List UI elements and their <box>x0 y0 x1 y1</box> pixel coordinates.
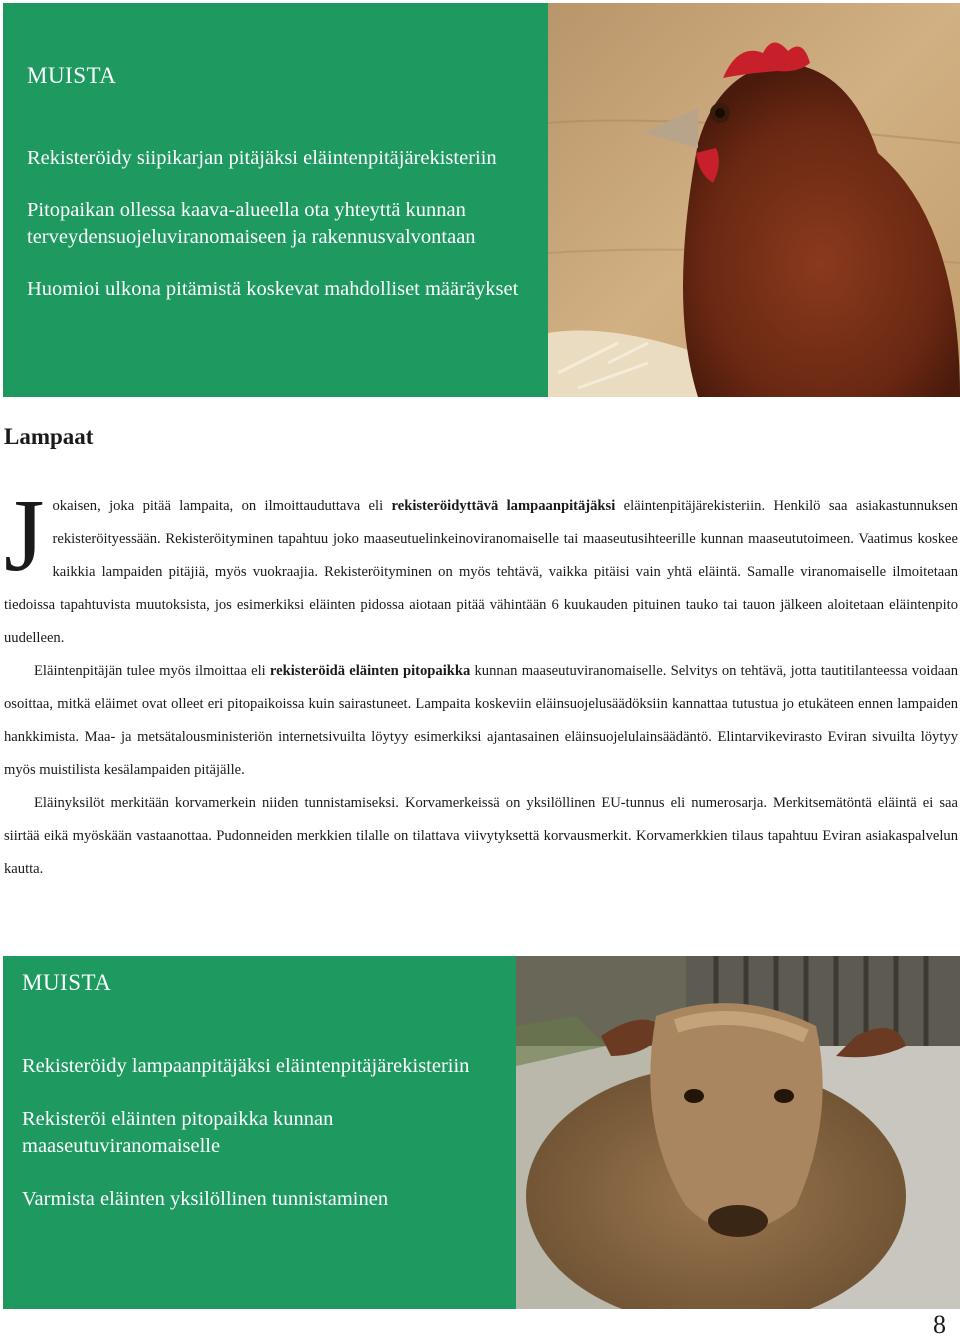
memo-heading: MUISTA <box>22 970 112 995</box>
memo-item: Rekisteröidy lampaanpitäjäksi eläintenpitäjärekisteriin <box>22 1055 470 1077</box>
page-number: 8 <box>933 1310 946 1339</box>
memo-box-sheep <box>3 956 516 1309</box>
paragraph-text: Eläintenpitäjän tulee myös ilmoittaa eli <box>34 663 270 679</box>
memo-item: Varmista eläinten yksilöllinen tunnistaminen <box>22 1188 389 1210</box>
memo-item: Rekisteröidy siipikarjan pitäjäksi eläintenpitäjärekisteriin <box>27 147 497 169</box>
memo-heading: MUISTA <box>27 63 117 88</box>
memo-item: Pitopaikan ollessa kaava-alueella ota yhteyttä kunnan terveydensuojeluviranomaiseen ja rakennusvalvontaan <box>27 199 476 248</box>
sheep-photo <box>516 956 960 1309</box>
body-text <box>4 478 958 886</box>
emphasis: rekisteröidä eläinten pitopaikka <box>269 663 471 679</box>
paragraph-text: okaisen, joka pitää lampaita, on ilmoittauduttava eli <box>52 498 392 514</box>
paragraph-text: eläintenpitäjärekisteriin. Henkilö saa asiakastunnuksen rekisteröityessään. Rekisteröityminen tapahtuu joko maaseutuelinkeinoviranomaiselle tai maaseutusihteerille kunnan maaseututoimeen. Vaatimus koskee kaikkia lampaiden pitäjiä, myös vuokraajia. Rekisteröityminen on myös tehtävä, vaikka pitäisi vain yhtä eläintä. Samalle viranomaiselle ilmoitetaan tiedoissa tapahtuvista muutoksista, jos esimerkiksi eläinten pidossa aiotaan pitää vähintään 6 kuukauden pituinen tauko tai tauon jälkeen aloitetaan eläintenpito uudelleen. <box>4 498 958 646</box>
memo-item: Huomioi ulkona pitämistä koskevat mahdolliset määräykset <box>27 278 519 300</box>
paragraph-text: kunnan maaseutuviranomaiselle. Selvitys on tehtävä, jotta tautitilanteessa voidaan osoittaa, mitkä eläimet ovat olleet eri pitopaikoissa kuin sairastuneet. Lampaita koskeviin eläinsuojelusäädöksiin kannattaa tutustua jo etukäteen ennen lampaiden hankkimista. Maa- ja metsätalousministeriön internetsivuilta löytyy esimerkiksi ajantasainen eläinsuojelulainsäädäntö. Elintarvikevirasto Eviran sivuilta löytyy myös muistilista kesälampaiden pitäjälle. <box>4 663 958 778</box>
memo-item: Rekisteröi eläinten pitopaikka kunnan maaseutuviranomaiselle <box>22 1108 334 1157</box>
paragraph <box>4 655 958 787</box>
paragraph <box>4 478 958 655</box>
section-title: Lampaat <box>4 424 94 449</box>
paragraph: Eläinyksilöt merkitään korvamerkein niiden tunnistamiseksi. Korvamerkeissä on yksilöllinen EU-tunnus eli numerosarja. Merkitsemätöntä eläintä ei saa siirtää eikä myöskään vastaanottaa. Pudonneiden merkkien tilalle on tilattava viivytyksettä korvausmerkit. Korvamerkkien tilaus tapahtuu Eviran asiakaspalvelun kautta. <box>4 795 958 877</box>
dropcap: J <box>4 478 45 593</box>
memo-box-poultry <box>3 3 548 397</box>
emphasis: rekisteröidyttävä lampaanpitäjäksi <box>391 498 616 514</box>
hen-photo <box>548 3 960 397</box>
